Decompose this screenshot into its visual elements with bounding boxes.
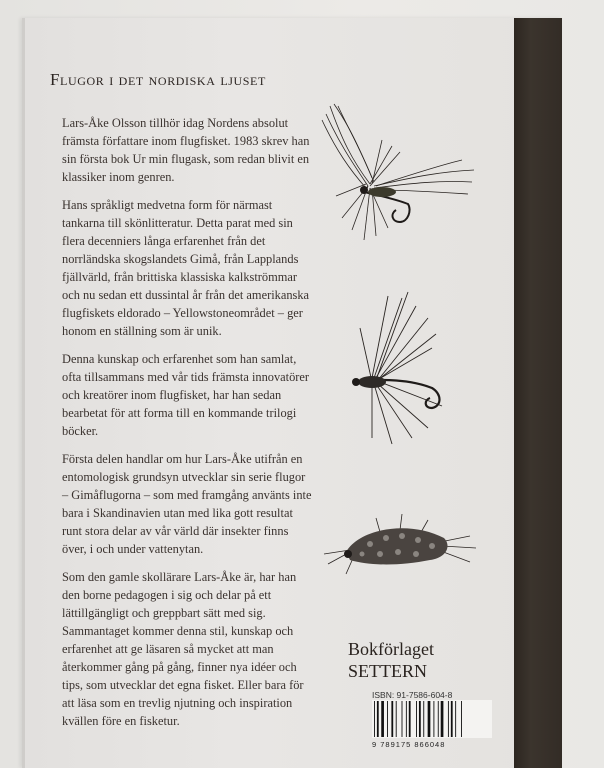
- publisher-line-2: SETTERN: [348, 661, 427, 681]
- blurb-paragraph: Första delen handlar om hur Lars-Åke utifrån en entomologisk grundsyn utvecklar sin serie flugor – Gimåflugorna – som med framgång använts inte bara i Skandinavien utan med lika gott resultat runt stora delar av vår värld där insekter finns över, i och under vattenytan.: [62, 452, 312, 556]
- barcode: [372, 700, 492, 738]
- fly-illustration-winged: [312, 100, 492, 250]
- publisher-name: [348, 638, 488, 682]
- publisher-line-1: Bokförlaget: [348, 639, 434, 659]
- book-edge: [22, 18, 25, 768]
- barcode-digits: 9 789175 866048: [372, 740, 446, 749]
- blurb-text: [62, 114, 312, 740]
- fly-illustration-hackle: [332, 288, 472, 448]
- blurb-paragraph: Denna kunskap och erfarenhet som han samlat, ofta tillsammans med vår tids främsta innovatörer och kreatörer inom flugfisket, har han sedan bearbetat för att forma till en kommande trilogi böcker.: [62, 352, 310, 438]
- book-spine: [514, 18, 562, 768]
- blurb-paragraph: Hans språkligt medvetna form för närmast tankarna till skönlitteratur. Detta parat med sin flera decenniers långa erfarenhet från det norrländska skogslandets Gimå, från Lapplands fjällvärld, från brittiska klassiska kalkströmmar och nu sedan ett dussintal år från det amerikanska flugfiskets eldorado – Yellowstoneområdet – ger honom en ställning som är unik.: [62, 198, 310, 338]
- isbn-label: ISBN: 91-7586-604-8: [372, 690, 453, 700]
- blurb-paragraph: Som den gamle skollärare Lars-Åke är, har han den borne pedagogen i sig och delar på ett lättillgängligt och greppbart sätt med sig. Sammantaget kommer denna stil, kunskap och erfarenhet att ge läsaren så mycket att man återkommer gång på gång, finner nya idéer och tips, som utvecklar det egna fisket. Eller bara för att läsa som en trevlig njutning och inspiration kvällen före en fisketur.: [62, 570, 304, 728]
- fly-illustration-nymph: [320, 502, 490, 582]
- cover-heading: Flugor i det nordiska ljuset: [50, 70, 266, 89]
- book-back-cover: [22, 18, 562, 768]
- blurb-paragraph: Lars-Åke Olsson tillhör idag Nordens absolut främsta författare inom flugfisket. 1983 skrev han sin första bok Ur min flugask, som redan blivit en klassiker inom genren.: [62, 116, 310, 184]
